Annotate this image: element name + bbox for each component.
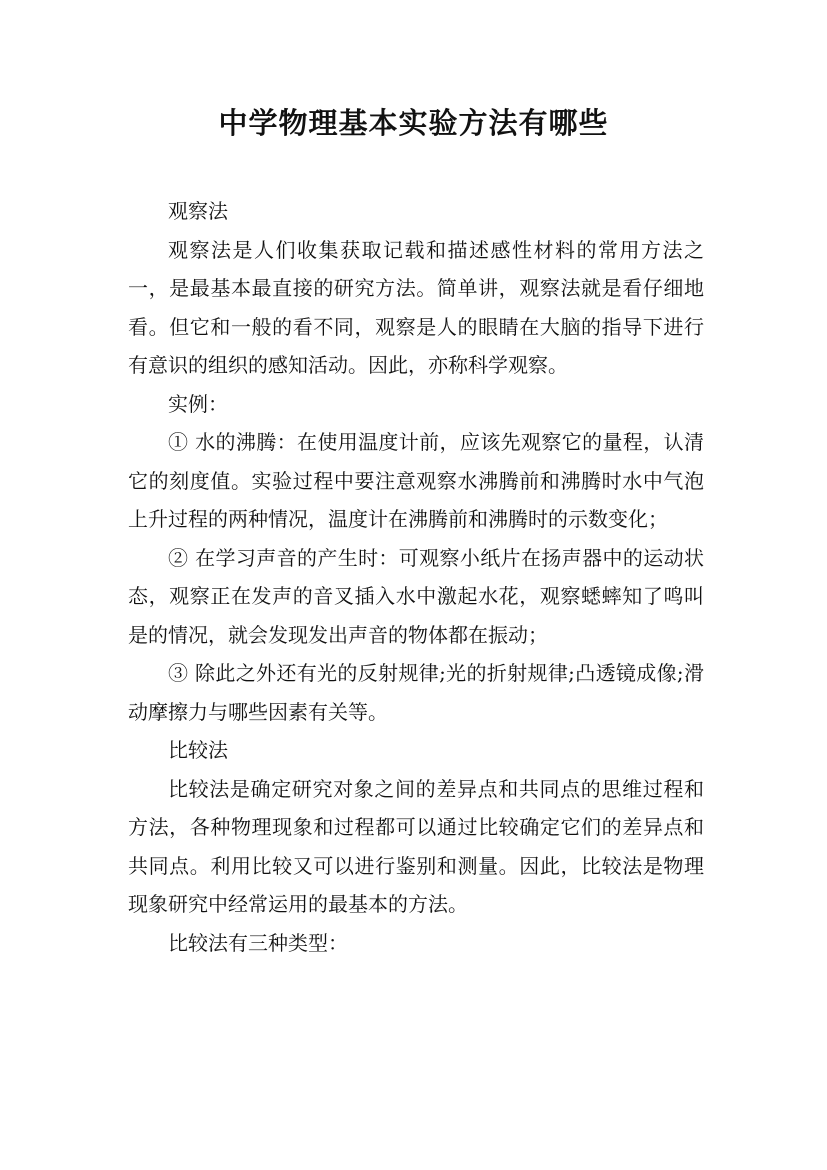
paragraph-comparison-types: 比较法有三种类型： [168, 930, 348, 955]
document-body [128, 192, 704, 962]
section-heading-observation: 观察法 [168, 199, 228, 223]
example-item-3: ③ 除此之外还有光的反射规律;光的折射规律;凸透镜成像;滑动摩擦力与哪些因素有关等。 [128, 661, 704, 724]
section-heading-comparison: 比较法 [168, 738, 228, 762]
paragraph-observation-definition: 观察法是人们收集获取记载和描述感性材料的常用方法之一，是最基本最直接的研究方法。简单讲，观察法就是看仔细地看。但它和一般的看不同，观察是人的眼睛在大脑的指导下进行有意识的组织的感知活动。因此，亦称科学观察。 [128, 237, 704, 377]
document-title: 中学物理基本实验方法有哪些 [218, 106, 609, 140]
paragraph-comparison-definition: 比较法是确定研究对象之间的差异点和共同点的思维过程和方法，各种物理现象和过程都可以通过比较确定它们的差异点和共同点。利用比较又可以进行鉴别和测量。因此，比较法是物理现象研究中经常运用的最基本的方法。 [128, 776, 704, 916]
example-item-1: ① 水的沸腾：在使用温度计前，应该先观察它的量程，认清它的刻度值。实验过程中要注意观察水沸腾前和沸腾时水中气泡上升过程的两种情况，温度计在沸腾前和沸腾时的示数变化； [128, 430, 704, 531]
example-item-2: ② 在学习声音的产生时：可观察小纸片在扬声器中的运动状态，观察正在发声的音叉插入水中激起水花，观察蟋蟀知了鸣叫是的情况，就会发现发出声音的物体都在振动； [128, 545, 704, 647]
examples-label: 实例： [168, 391, 228, 416]
